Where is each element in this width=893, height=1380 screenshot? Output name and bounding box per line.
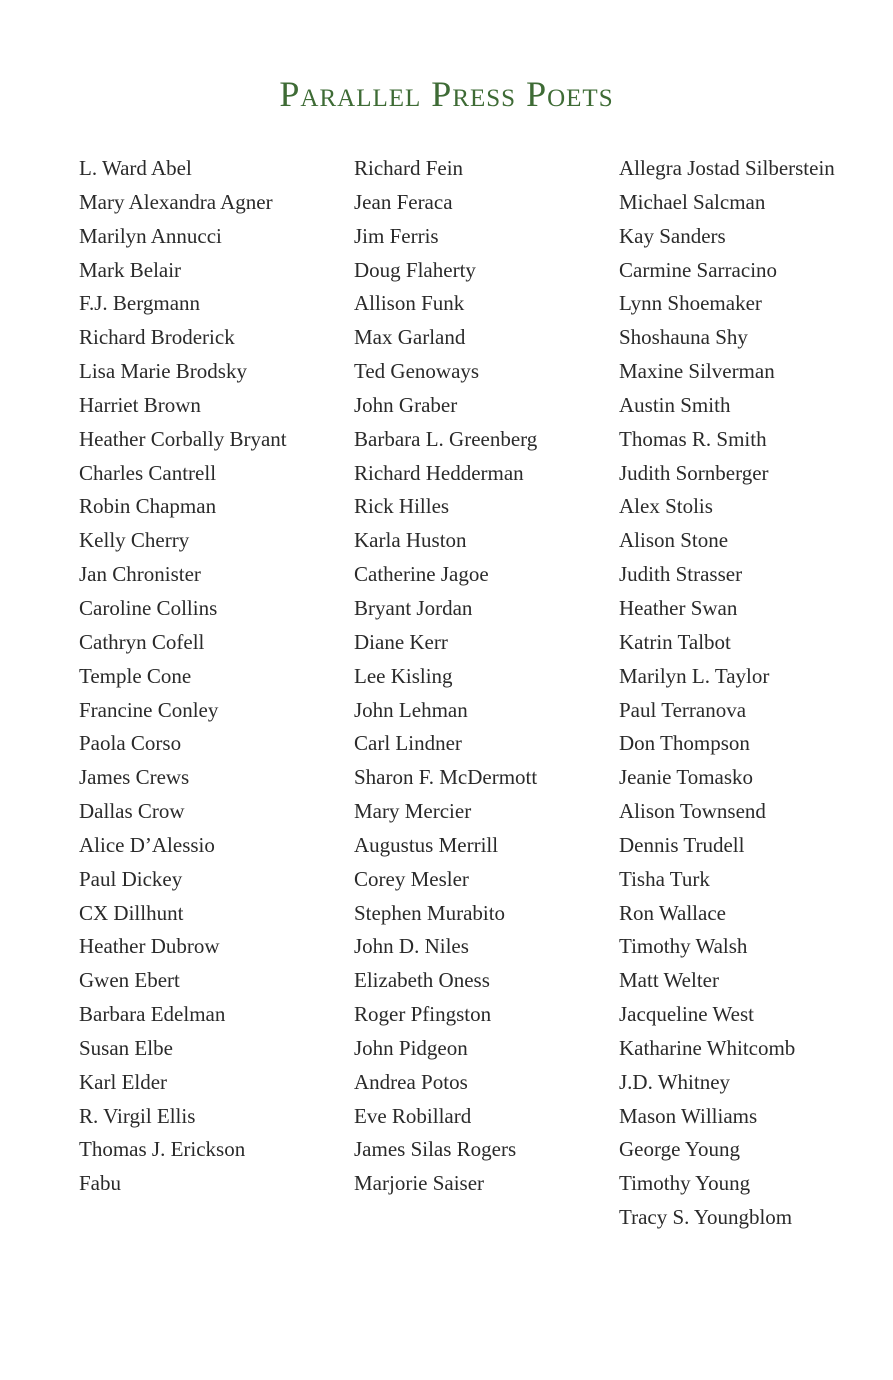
poet-name: Jean Feraca [354,189,453,214]
poet-name: Doug Flaherty [354,257,476,282]
page-title: Parallel Press Poets [279,74,614,114]
poet-name: R. Virgil Ellis [79,1103,196,1128]
poet-name: CX Dillhunt [79,900,184,925]
poet-name: Dennis Trudell [619,832,745,857]
poet-name: Robin Chapman [79,494,217,519]
poet-name: Marilyn L. Taylor [619,663,770,688]
poet-name: John Graber [354,392,458,417]
poet-name: Carmine Sarracino [619,257,778,282]
poet-name: Paul Dickey [79,866,183,891]
poet-name: Fabu [79,1171,121,1196]
poet-name: Marilyn Annucci [79,223,222,248]
poet-name: Mary Alexandra Agner [79,189,273,214]
poet-name: Jim Ferris [354,223,439,248]
poet-column-3 [619,152,835,1235]
poet-name: Elizabeth Oness [354,968,490,993]
poet-name: Alex Stolis [619,494,713,519]
poet-name: Susan Elbe [79,1035,173,1060]
poet-name: Catherine Jagoe [354,562,489,587]
poet-name: Eve Robillard [354,1103,472,1128]
poet-name: Thomas J. Erickson [79,1137,246,1162]
poet-name: Karla Huston [354,528,467,553]
poet-name: Rick Hilles [354,494,450,519]
poet-name: Harriet Brown [79,392,201,417]
poet-name: Don Thompson [619,731,750,756]
poet-name: Temple Cone [79,663,192,688]
poet-name: Judith Sornberger [619,460,769,485]
poet-name: Bryant Jordan [354,595,473,620]
poet-name: J.D. Whitney [619,1069,731,1094]
poet-name: Andrea Potos [354,1069,468,1094]
poet-name: Kelly Cherry [79,528,190,553]
poet-name: Stephen Murabito [354,900,506,925]
poet-name: John Pidgeon [354,1035,468,1060]
poet-name: Sharon F. McDermott [354,765,538,790]
poet-name: Corey Mesler [354,866,469,891]
poet-name: Lisa Marie Brodsky [79,359,247,384]
poet-name: Paola Corso [79,731,182,756]
poet-name: Maxine Silverman [619,359,775,384]
poet-name: Ted Genoways [354,359,480,384]
poet-name: Barbara Edelman [79,1002,226,1027]
poet-name: Jacqueline West [619,1002,754,1027]
poet-name: Barbara L. Greenberg [354,426,538,451]
poet-name: Augustus Merrill [354,832,499,857]
poet-name: Alison Townsend [619,799,766,824]
poet-name: Alison Stone [619,528,729,553]
poet-name: Mary Mercier [354,799,472,824]
poet-name: Karl Elder [79,1069,168,1094]
poet-name: Katrin Talbot [619,629,731,654]
poet-name: Mason Williams [619,1103,758,1128]
poet-name: James Silas Rogers [354,1137,517,1162]
poet-name: Marjorie Saiser [354,1171,485,1196]
poet-name: Richard Broderick [79,325,235,350]
poet-name: John Lehman [354,697,468,722]
poet-name: Kay Sanders [619,223,726,248]
poet-column-2 [354,152,537,1201]
poet-name: Richard Fein [354,156,464,180]
poet-name: L. Ward Abel [79,156,192,180]
poet-name: Paul Terranova [619,697,747,722]
poet-name: Cathryn Cofell [79,629,205,654]
poet-name: Lynn Shoemaker [619,291,762,316]
poet-name: Timothy Young [619,1171,751,1196]
poet-name: Jeanie Tomasko [619,765,754,790]
poet-name: Dallas Crow [79,799,185,824]
poet-name: Austin Smith [619,392,731,417]
poet-name: Richard Hedderman [354,460,524,485]
poet-name: Heather Dubrow [79,934,220,959]
poet-name: Shoshauna Shy [619,325,748,350]
poet-name: Carl Lindner [354,731,462,756]
poet-name: Francine Conley [79,697,219,722]
poet-name: Tisha Turk [619,866,710,891]
poet-name: Lee Kisling [354,663,453,688]
poet-name: Ron Wallace [619,900,726,925]
poet-name: Matt Welter [619,968,719,993]
poet-name: Charles Cantrell [79,460,217,485]
poet-name: George Young [619,1137,740,1162]
poet-name: James Crews [79,765,190,790]
poet-name: Diane Kerr [354,629,448,654]
poet-name: Gwen Ebert [79,968,180,993]
poet-name: Michael Salcman [619,189,766,214]
poet-name: Heather Corbally Bryant [79,426,287,451]
poet-name: Judith Strasser [619,562,743,587]
poet-name: Heather Swan [619,595,738,620]
poet-name: Allegra Jostad Silberstein [619,156,835,180]
poet-name: Allison Funk [354,291,465,316]
poet-name: John D. Niles [354,934,469,959]
poet-name: Tracy S. Youngblom [619,1205,793,1230]
poet-name: Thomas R. Smith [619,426,767,451]
poet-name: Timothy Walsh [619,934,748,959]
poet-name: Alice D’Alessio [79,832,215,857]
poet-name: Caroline Collins [79,595,218,620]
poet-name: Roger Pfingston [354,1002,492,1027]
poet-column-1 [79,152,287,1201]
poet-name: Jan Chronister [79,562,201,587]
poet-name: Max Garland [354,325,466,350]
poet-name: Katharine Whitcomb [619,1035,796,1060]
poet-name: F.J. Bergmann [79,291,201,316]
poet-name: Mark Belair [79,257,182,282]
